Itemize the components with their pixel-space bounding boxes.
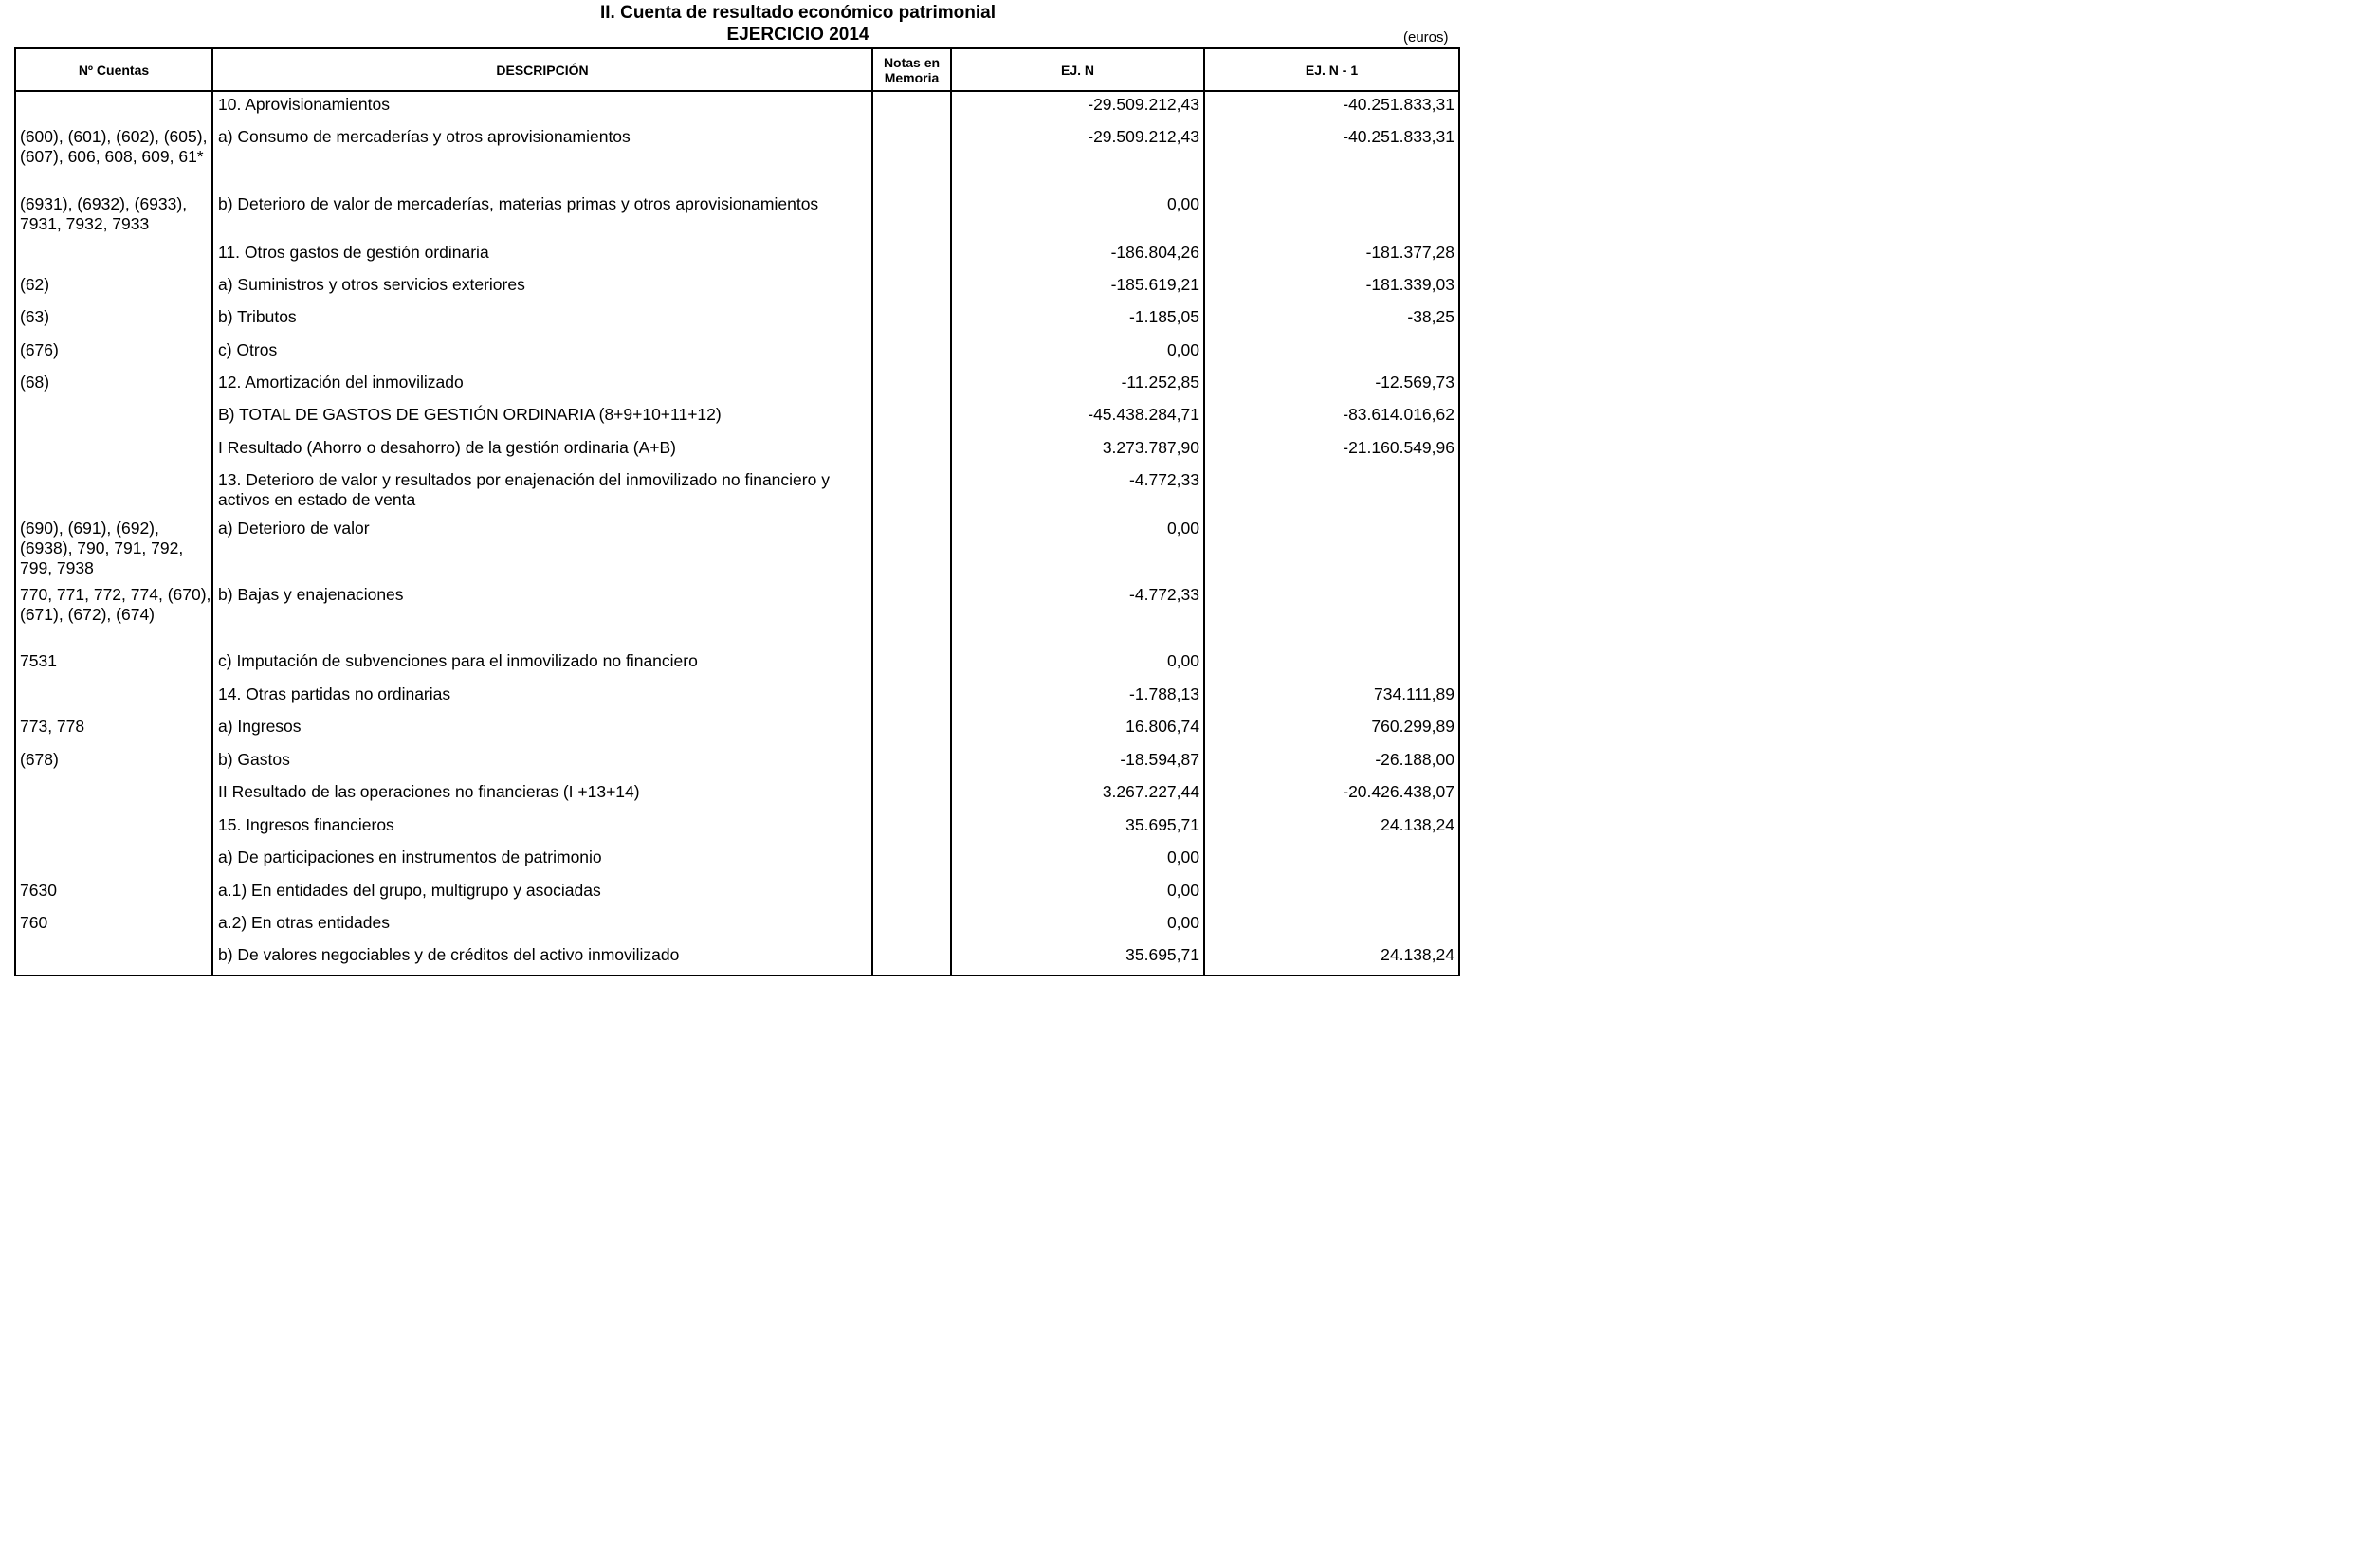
table-row <box>15 516 1459 582</box>
current-year-amount-cell: -29.509.212,43 <box>951 124 1204 191</box>
current-year-amount-cell: 0,00 <box>951 191 1204 240</box>
table-row <box>15 812 1459 845</box>
account-codes-cell: 770, 771, 772, 774, (670), (671), (672), (674) <box>15 582 212 648</box>
table-row <box>15 910 1459 942</box>
results-table <box>14 47 1460 976</box>
notes-cell <box>872 272 951 304</box>
notes-cell <box>872 582 951 648</box>
prior-year-amount-cell <box>1204 337 1459 370</box>
description-cell: 15. Ingresos financieros <box>212 812 872 845</box>
notes-cell <box>872 910 951 942</box>
notes-cell <box>872 91 951 124</box>
current-year-amount-cell: 0,00 <box>951 648 1204 682</box>
prior-year-amount-cell: 734.111,89 <box>1204 682 1459 714</box>
current-year-amount-cell: -18.594,87 <box>951 747 1204 779</box>
prior-year-amount-cell: -26.188,00 <box>1204 747 1459 779</box>
table-row <box>15 582 1459 648</box>
current-year-amount-cell: -4.772,33 <box>951 582 1204 648</box>
notes-cell <box>872 337 951 370</box>
account-codes-cell <box>15 812 212 845</box>
account-codes-cell: (62) <box>15 272 212 304</box>
account-codes-cell: (678) <box>15 747 212 779</box>
account-codes-cell <box>15 91 212 124</box>
description-cell: a) Deterioro de valor <box>212 516 872 582</box>
description-cell: 11. Otros gastos de gestión ordinaria <box>212 240 872 272</box>
prior-year-amount-cell <box>1204 582 1459 648</box>
table-row <box>15 240 1459 272</box>
prior-year-amount-cell: -40.251.833,31 <box>1204 91 1459 124</box>
table-row <box>15 747 1459 779</box>
current-year-amount-cell: -1.185,05 <box>951 304 1204 337</box>
account-codes-cell: 7531 <box>15 648 212 682</box>
table-row <box>15 714 1459 747</box>
description-cell: b) De valores negociables y de créditos del activo inmovilizado <box>212 942 872 975</box>
prior-year-amount-cell <box>1204 878 1459 910</box>
account-codes-cell <box>15 845 212 878</box>
notes-cell <box>872 516 951 582</box>
prior-year-amount-cell: -21.160.549,96 <box>1204 435 1459 467</box>
prior-year-amount-cell <box>1204 648 1459 682</box>
description-cell: b) Bajas y enajenaciones <box>212 582 872 648</box>
notes-cell <box>872 878 951 910</box>
current-year-amount-cell: 3.267.227,44 <box>951 779 1204 812</box>
description-cell: c) Imputación de subvenciones para el inmovilizado no financiero <box>212 648 872 682</box>
table-row <box>15 435 1459 467</box>
table-row <box>15 124 1459 191</box>
notes-cell <box>872 845 951 878</box>
current-year-amount-cell: 35.695,71 <box>951 942 1204 975</box>
current-year-amount-cell: 0,00 <box>951 337 1204 370</box>
prior-year-amount-cell: 24.138,24 <box>1204 812 1459 845</box>
table-row <box>15 682 1459 714</box>
description-cell: a) Consumo de mercaderías y otros aprovisionamientos <box>212 124 872 191</box>
prior-year-amount-cell <box>1204 910 1459 942</box>
notes-cell <box>872 714 951 747</box>
description-cell: a.2) En otras entidades <box>212 910 872 942</box>
table-row <box>15 191 1459 240</box>
account-codes-cell: (600), (601), (602), (605), (607), 606, 608, 609, 61* <box>15 124 212 191</box>
notes-cell <box>872 648 951 682</box>
column-header-notes-line1: Notas en <box>883 54 941 70</box>
description-cell: 14. Otras partidas no ordinarias <box>212 682 872 714</box>
account-codes-cell: 760 <box>15 910 212 942</box>
table-body <box>15 91 1459 975</box>
current-year-amount-cell: -4.772,33 <box>951 467 1204 516</box>
column-header-accounts: Nº Cuentas <box>15 48 212 91</box>
account-codes-cell <box>15 682 212 714</box>
prior-year-amount-cell <box>1204 191 1459 240</box>
notes-cell <box>872 779 951 812</box>
current-year-amount-cell: -1.788,13 <box>951 682 1204 714</box>
page-title: II. Cuenta de resultado económico patrimonial <box>599 3 997 23</box>
column-header-prior-year: EJ. N - 1 <box>1204 48 1459 91</box>
prior-year-amount-cell: -181.377,28 <box>1204 240 1459 272</box>
table-row <box>15 272 1459 304</box>
account-codes-cell: (676) <box>15 337 212 370</box>
account-codes-cell: 7630 <box>15 878 212 910</box>
column-header-notes <box>872 48 951 91</box>
prior-year-amount-cell: -83.614.016,62 <box>1204 402 1459 435</box>
prior-year-amount-cell: -181.339,03 <box>1204 272 1459 304</box>
current-year-amount-cell: 0,00 <box>951 878 1204 910</box>
account-codes-cell <box>15 779 212 812</box>
description-cell: b) Deterioro de valor de mercaderías, materias primas y otros aprovisionamientos <box>212 191 872 240</box>
prior-year-amount-cell: -40.251.833,31 <box>1204 124 1459 191</box>
prior-year-amount-cell <box>1204 516 1459 582</box>
description-cell: 12. Amortización del inmovilizado <box>212 370 872 402</box>
notes-cell <box>872 124 951 191</box>
account-codes-cell <box>15 467 212 516</box>
notes-cell <box>872 304 951 337</box>
notes-cell <box>872 191 951 240</box>
current-year-amount-cell: 3.273.787,90 <box>951 435 1204 467</box>
table-row <box>15 779 1459 812</box>
current-year-amount-cell: -29.509.212,43 <box>951 91 1204 124</box>
notes-cell <box>872 467 951 516</box>
fiscal-year-subtitle: EJERCICIO 2014 <box>726 25 869 45</box>
account-codes-cell: (63) <box>15 304 212 337</box>
prior-year-amount-cell: -20.426.438,07 <box>1204 779 1459 812</box>
account-codes-cell <box>15 942 212 975</box>
prior-year-amount-cell: 24.138,24 <box>1204 942 1459 975</box>
table-row <box>15 304 1459 337</box>
prior-year-amount-cell: -12.569,73 <box>1204 370 1459 402</box>
account-codes-cell <box>15 240 212 272</box>
table-row <box>15 370 1459 402</box>
description-cell: a) Ingresos <box>212 714 872 747</box>
description-cell: 10. Aprovisionamientos <box>212 91 872 124</box>
description-cell: I Resultado (Ahorro o desahorro) de la gestión ordinaria (A+B) <box>212 435 872 467</box>
description-cell: c) Otros <box>212 337 872 370</box>
prior-year-amount-cell: -38,25 <box>1204 304 1459 337</box>
description-cell: a) Suministros y otros servicios exteriores <box>212 272 872 304</box>
column-header-notes-line2: Memoria <box>884 69 940 85</box>
current-year-amount-cell: -185.619,21 <box>951 272 1204 304</box>
description-cell: b) Gastos <box>212 747 872 779</box>
prior-year-amount-cell <box>1204 845 1459 878</box>
notes-cell <box>872 682 951 714</box>
current-year-amount-cell: 0,00 <box>951 845 1204 878</box>
prior-year-amount-cell <box>1204 467 1459 516</box>
notes-cell <box>872 812 951 845</box>
description-cell: 13. Deterioro de valor y resultados por enajenación del inmovilizado no financiero y activos en estado de venta <box>212 467 872 516</box>
table-row <box>15 467 1459 516</box>
account-codes-cell: (690), (691), (692), (6938), 790, 791, 792, 799, 7938 <box>15 516 212 582</box>
account-codes-cell: (68) <box>15 370 212 402</box>
notes-cell <box>872 240 951 272</box>
current-year-amount-cell: -186.804,26 <box>951 240 1204 272</box>
description-cell: b) Tributos <box>212 304 872 337</box>
account-codes-cell: (6931), (6932), (6933), 7931, 7932, 7933 <box>15 191 212 240</box>
account-codes-cell: 773, 778 <box>15 714 212 747</box>
description-cell: B) TOTAL DE GASTOS DE GESTIÓN ORDINARIA (8+9+10+11+12) <box>212 402 872 435</box>
notes-cell <box>872 747 951 779</box>
table-row <box>15 402 1459 435</box>
current-year-amount-cell: 0,00 <box>951 516 1204 582</box>
table-row <box>15 878 1459 910</box>
current-year-amount-cell: -45.438.284,71 <box>951 402 1204 435</box>
currency-unit-label: (euros) <box>1403 29 1449 46</box>
table-row <box>15 942 1459 975</box>
table-row <box>15 845 1459 878</box>
current-year-amount-cell: 0,00 <box>951 910 1204 942</box>
table-header <box>15 48 1459 91</box>
table-row <box>15 648 1459 682</box>
notes-cell <box>872 370 951 402</box>
description-cell: a) De participaciones en instrumentos de patrimonio <box>212 845 872 878</box>
prior-year-amount-cell: 760.299,89 <box>1204 714 1459 747</box>
table-row <box>15 337 1459 370</box>
account-codes-cell <box>15 402 212 435</box>
current-year-amount-cell: 35.695,71 <box>951 812 1204 845</box>
description-cell: a.1) En entidades del grupo, multigrupo y asociadas <box>212 878 872 910</box>
notes-cell <box>872 435 951 467</box>
notes-cell <box>872 402 951 435</box>
current-year-amount-cell: -11.252,85 <box>951 370 1204 402</box>
table-row <box>15 91 1459 124</box>
current-year-amount-cell: 16.806,74 <box>951 714 1204 747</box>
description-cell: II Resultado de las operaciones no financieras (I +13+14) <box>212 779 872 812</box>
column-header-current-year: EJ. N <box>951 48 1204 91</box>
column-header-description: DESCRIPCIÓN <box>212 48 872 91</box>
account-codes-cell <box>15 435 212 467</box>
notes-cell <box>872 942 951 975</box>
header-row <box>15 48 1459 91</box>
